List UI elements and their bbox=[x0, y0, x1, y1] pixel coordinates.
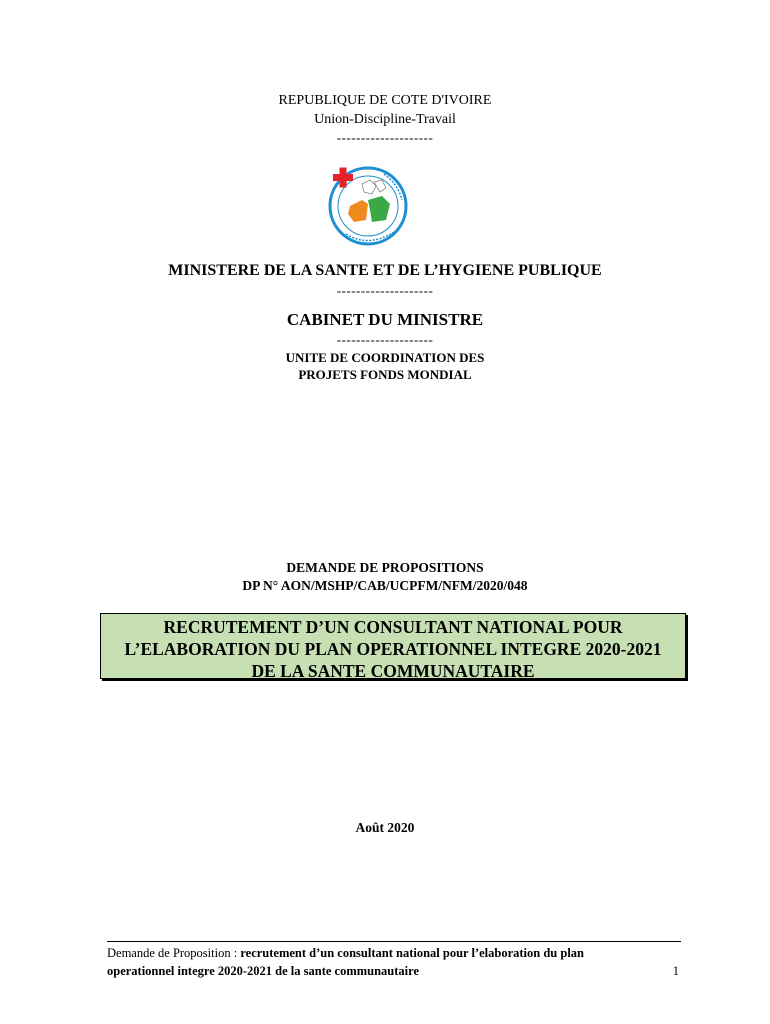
document-date: Août 2020 bbox=[355, 820, 415, 835]
unit-line-1: UNITE DE COORDINATION DES bbox=[285, 350, 485, 365]
cabinet-separator: -------------------- bbox=[336, 332, 434, 347]
subject-title-box bbox=[100, 613, 686, 679]
subject-line-3: DE LA SANTE COMMUNAUTAIRE bbox=[251, 661, 535, 681]
ministry-separator: -------------------- bbox=[336, 283, 434, 298]
ministry-name: MINISTERE DE LA SANTE ET DE L’HYGIENE PUBLIQUE bbox=[168, 262, 602, 279]
unit-line-2: PROJETS FONDS MONDIAL bbox=[298, 367, 472, 382]
page-number: 1 bbox=[672, 964, 679, 978]
footer-divider bbox=[107, 941, 681, 942]
request-title: DEMANDE DE PROPOSITIONS bbox=[286, 560, 484, 575]
subject-line-2: L’ELABORATION DU PLAN OPERATIONNEL INTEGRE 2020-2021 bbox=[124, 639, 662, 659]
national-motto: Union-Discipline-Travail bbox=[314, 112, 456, 127]
footer-subject-part-1: recrutement d’un consultant national pour l’elaboration du plan bbox=[240, 946, 585, 960]
country-name: REPUBLIQUE DE COTE D'IVOIRE bbox=[278, 93, 492, 108]
subject-line-1: RECRUTEMENT D’UN CONSULTANT NATIONAL POUR bbox=[163, 617, 623, 637]
request-reference: DP N° AON/MSHP/CAB/UCPFM/NFM/2020/048 bbox=[242, 578, 528, 593]
footer-subject-part-2: operationnel integre 2020-2021 de la sante communautaire bbox=[107, 964, 420, 978]
footer-prefix: Demande de Proposition : bbox=[107, 946, 241, 960]
ministry-seal-logo bbox=[324, 160, 412, 248]
page-footer bbox=[107, 944, 681, 980]
header-separator: -------------------- bbox=[336, 130, 434, 145]
cabinet-name: CABINET DU MINISTRE bbox=[286, 310, 484, 329]
